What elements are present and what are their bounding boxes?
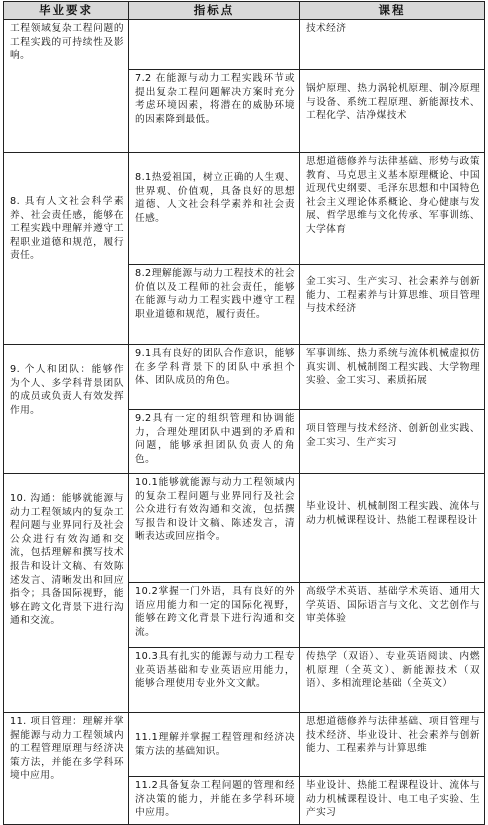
- indicator-cell: 10.3具有扎实的能源与动力工程专业英语基础和专业英语应用能力，能够合理使用专业外文文献。: [129, 648, 300, 713]
- indicator-cell: 8.2理解能源与动力工程技术的社会价值以及工程师的社会责任，能够在能源与动力工程实践中遵守工程职业道德和规范，履行责任。: [129, 265, 300, 345]
- header-row: [4, 2, 485, 20]
- indicator-cell: 11.2具备复杂工程问题的管理和经济决策的能力，并能在多学科环境中应用。: [129, 777, 300, 825]
- indicator-cell: 11.1理解并掌握工程管理和经济决策方法的基础知识。: [129, 713, 300, 777]
- curriculum-matrix-table: [3, 1, 485, 825]
- indicator-cell: 10.1能够就能源与动力工程领域内的复杂工程问题与业界同行及社会公众进行有效沟通和交流，包括撰写报告和设计文稿、陈述发言，清晰表达或回应指令。: [129, 474, 300, 583]
- header-requirement: 毕业要求: [4, 2, 129, 20]
- requirement-cell: 工程领域复杂工程问题的工程实践的可持续性及影响。: [4, 20, 129, 153]
- indicator-cell: 9.1具有良好的团队合作意识，能够在多学科背景下的团队中承担个体、团队成员的角色。: [129, 345, 300, 410]
- courses-cell: 军事训练、热力系统与流体机械虚拟仿真实训、机械制图工程实践、大学物理实验、金工实习、素质拓展: [300, 345, 485, 410]
- courses-cell: 高级学术英语、基础学术英语、通用大学英语、国际语言与文化、文艺创作与审美体验: [300, 583, 485, 648]
- courses-cell: 思想道德修养与法律基础、形势与政策教育、马克思主义基本原理概论、中国近现代史纲要、毛泽东思想和中国特色社会主义理论体系概论、身心健康与发展、哲学思维与文化传承、军事训练、大学体育: [300, 153, 485, 265]
- indicator-cell: 9.2具有一定的组织管理和协调能力，合理处理团队中遇到的矛盾和问题，能够承担团队负责人的角色。: [129, 410, 300, 474]
- courses-cell: 项目管理与技术经济、创新创业实践、金工实习、生产实习: [300, 410, 485, 474]
- courses-cell: 传热学（双语）、专业英语阅读、内燃机原理（全英文）、新能源技术（双语）、多相流理论基础（全英文）: [300, 648, 485, 713]
- requirement-cell: 10. 沟通：能够就能源与动力工程领域内的复杂工程问题与业界同行及社会公众进行有效沟通和交流，包括理解和撰写技术报告和设计文稿、有效陈述发言、清晰发出和回应指令；具备国际视野，能够在跨文化背景下进行沟通和交流。: [4, 474, 129, 713]
- courses-cell: 思想道德修养与法律基础、项目管理与技术经济、毕业设计、社会素养与创新能力、工程素养与计算思维: [300, 713, 485, 777]
- indicator-cell: 8.1热爱祖国，树立正确的人生观、世界观、价值观，具备良好的思想道德、人文社会科学素养和社会责任感。: [129, 153, 300, 265]
- courses-cell: 技术经济: [300, 20, 485, 70]
- table-row: [4, 345, 485, 410]
- table-row: [4, 20, 485, 70]
- table-row: [4, 713, 485, 777]
- header-indicator: 指标点: [129, 2, 300, 20]
- courses-cell: 毕业设计、机械制图工程实践、流体与动力机械课程设计、热能工程课程设计: [300, 474, 485, 583]
- courses-cell: 毕业设计、热能工程课程设计、流体与动力机械课程设计、电工电子实验、生产实习: [300, 777, 485, 825]
- requirement-cell: 11. 项目管理：理解并掌握能源与动力工程领域内的工程管理原理与经济决策方法，并能在多学科环境中应用。: [4, 713, 129, 825]
- courses-cell: 金工实习、生产实习、社会素养与创新能力、工程素养与计算思维、项目管理与技术经济: [300, 265, 485, 345]
- indicator-cell: 10.2掌握一门外语，具有良好的外语应用能力和一定的国际化视野，能够在跨文化背景下进行沟通和交流。: [129, 583, 300, 648]
- requirement-cell: 8. 具有人文社会科学素养、社会责任感，能够在工程实践中理解并遵守工程职业道德和规范，履行责任。: [4, 153, 129, 345]
- indicator-cell: 7.2 在能源与动力工程实践环节或提出复杂工程问题解决方案时充分考虑环境因素，将潜在的威胁环境的因素降到最低。: [129, 70, 300, 153]
- requirement-cell: 9. 个人和团队：能够作为个人、多学科背景团队的成员或负责人有效发挥作用。: [4, 345, 129, 474]
- courses-cell: 锅炉原理、热力涡轮机原理、制冷原理与设备、系统工程原理、新能源技术、工程化学、洁净煤技术: [300, 70, 485, 153]
- table-row: [4, 153, 485, 265]
- table-row: [4, 474, 485, 583]
- header-courses: 课程: [300, 2, 485, 20]
- indicator-cell: [129, 20, 300, 70]
